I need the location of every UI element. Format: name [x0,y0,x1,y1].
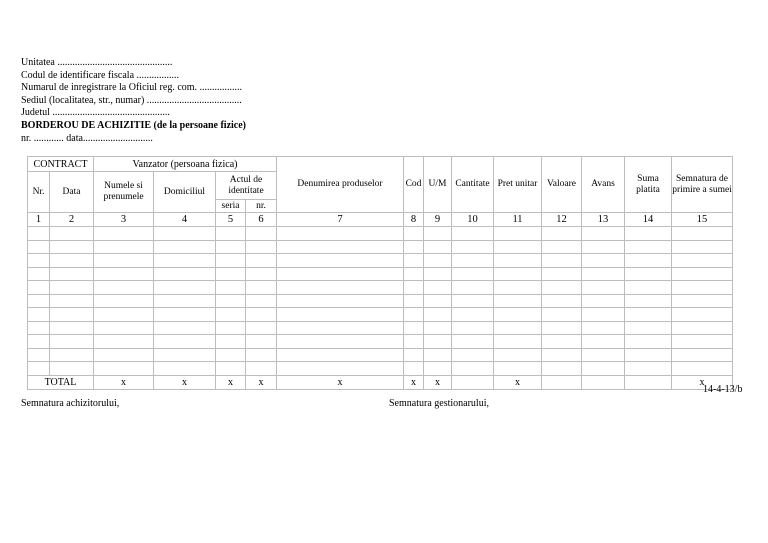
table-cell [216,281,246,295]
table-cell [50,294,94,308]
col-suma: Suma platita [625,157,672,213]
table-cell [246,267,277,281]
document-title: BORDEROU DE ACHIZITIE (de la persoane fizice) [21,119,246,131]
table-cell [28,281,50,295]
column-number: 10 [452,213,494,227]
table-cell [246,321,277,335]
blank-rows [28,227,733,376]
table-cell [277,321,404,335]
table-cell [494,227,542,241]
table-row [28,362,733,376]
total-cell [625,375,672,389]
table-cell [452,348,494,362]
table-cell [582,335,625,349]
table-cell [625,348,672,362]
table-cell [216,227,246,241]
col-semnatura: Semnatura de primire a sumei [672,157,733,213]
table-cell [452,321,494,335]
table-cell [216,294,246,308]
table-cell [94,335,154,349]
table-cell [625,240,672,254]
table-cell [494,240,542,254]
table-cell [94,348,154,362]
table-cell [94,227,154,241]
table-cell [216,267,246,281]
table-cell [94,362,154,376]
table-cell [424,227,452,241]
table-cell [542,348,582,362]
fiscal-code-line: Codul de identificare fiscala ................. [21,69,180,81]
table-cell [154,362,216,376]
table-cell [494,362,542,376]
id-document-header: Actul de identitate [216,172,277,200]
table-cell [424,348,452,362]
total-cell [452,375,494,389]
form-header [21,57,246,145]
col-um: U/M [424,157,452,213]
table-row [28,240,733,254]
table-cell [50,240,94,254]
table-cell [625,308,672,322]
total-cell: x [216,375,246,389]
table-cell [582,267,625,281]
table-cell [94,294,154,308]
table-cell [154,227,216,241]
table-cell [582,294,625,308]
column-number: 11 [494,213,542,227]
address-line: Sediul (localitatea, str., numar) ...................................... [21,94,242,106]
table-cell [424,267,452,281]
total-cell: x [277,375,404,389]
table-cell [542,362,582,376]
col-data: Data [50,172,94,213]
table-cell [216,254,246,268]
table-row [28,227,733,241]
table-cell [582,362,625,376]
table-cell [404,335,424,349]
total-cell: x [672,375,733,389]
table-cell [582,227,625,241]
table-cell [672,227,733,241]
table-cell [154,321,216,335]
number-date-line: nr. ............ data............................ [21,132,153,144]
table-cell [28,240,50,254]
total-cell: x [424,375,452,389]
table-cell [542,308,582,322]
table-cell [625,362,672,376]
table-cell [404,254,424,268]
unitatea-line: Unitatea .............................................. [21,57,173,68]
table-cell [672,240,733,254]
table-cell [216,362,246,376]
table-row [28,254,733,268]
table-cell [246,281,277,295]
buyer-signature-label: Semnatura achizitorului, [21,398,120,409]
col-seria: seria [216,200,246,213]
total-cell: x [94,375,154,389]
table-cell [277,227,404,241]
table-cell [452,240,494,254]
column-number: 4 [154,213,216,227]
table-cell [542,321,582,335]
table-cell [542,281,582,295]
table-cell [672,281,733,295]
table-cell [154,240,216,254]
table-cell [50,321,94,335]
col-nr-act: nr. [246,200,277,213]
table-cell [625,335,672,349]
seller-header: Vanzator (persoana fizica) [94,157,277,172]
table-cell [216,240,246,254]
table-cell [246,335,277,349]
table-cell [494,335,542,349]
table-cell [542,267,582,281]
table-cell [424,362,452,376]
table-row [28,294,733,308]
table-cell [452,254,494,268]
table-cell [94,240,154,254]
table-cell [542,335,582,349]
total-row [28,375,733,389]
table-cell [404,362,424,376]
table-cell [424,294,452,308]
table-cell [216,308,246,322]
column-number: 1 [28,213,50,227]
form-code: 14-4-13/b [703,384,743,395]
table-cell [494,348,542,362]
table-cell [246,240,277,254]
column-number: 9 [424,213,452,227]
table-cell [542,294,582,308]
col-nume: Numele si prenumele [94,172,154,213]
col-pret: Pret unitar [494,157,542,213]
table-cell [494,254,542,268]
table-cell [154,335,216,349]
contract-header: CONTRACT [28,157,94,172]
table-cell [625,294,672,308]
total-cell: x [154,375,216,389]
table-cell [94,308,154,322]
table-cell [404,227,424,241]
table-cell [246,308,277,322]
table-cell [424,335,452,349]
column-number-row [28,213,733,227]
col-cantitate: Cantitate [452,157,494,213]
table-cell [50,348,94,362]
table-row [28,281,733,295]
table-cell [494,267,542,281]
table-cell [154,267,216,281]
table-cell [672,348,733,362]
col-avans: Avans [582,157,625,213]
table-cell [494,281,542,295]
table-cell [452,362,494,376]
table-cell [94,281,154,295]
table-cell [28,267,50,281]
column-number: 3 [94,213,154,227]
table-cell [277,294,404,308]
county-line: Judetul ............................................... [21,107,170,119]
table-row [28,321,733,335]
table-cell [625,281,672,295]
table-cell [404,348,424,362]
table-cell [452,227,494,241]
table-cell [246,294,277,308]
table-cell [246,362,277,376]
table-cell [94,254,154,268]
table-cell [672,321,733,335]
table-cell [672,335,733,349]
table-cell [424,321,452,335]
table-cell [154,348,216,362]
table-cell [216,335,246,349]
table-cell [50,281,94,295]
column-number: 8 [404,213,424,227]
acquisition-table [27,156,733,390]
table-cell [625,254,672,268]
table-cell [154,281,216,295]
total-cell: x [494,375,542,389]
table-cell [50,227,94,241]
table-cell [582,321,625,335]
table-cell [542,227,582,241]
table-cell [672,362,733,376]
column-number: 7 [277,213,404,227]
table-cell [672,308,733,322]
column-number: 2 [50,213,94,227]
table-cell [582,348,625,362]
table-cell [494,308,542,322]
table-cell [154,254,216,268]
total-cell [542,375,582,389]
table-cell [672,254,733,268]
table-cell [277,254,404,268]
col-valoare: Valoare [542,157,582,213]
table-cell [216,321,246,335]
table-cell [672,294,733,308]
table-cell [404,294,424,308]
table-cell [404,267,424,281]
table-cell [246,227,277,241]
table-cell [582,254,625,268]
table-cell [452,267,494,281]
table-cell [28,335,50,349]
column-number: 14 [625,213,672,227]
table-row [28,348,733,362]
table-cell [50,362,94,376]
table-cell [404,321,424,335]
total-cell: x [404,375,424,389]
total-cell [582,375,625,389]
table-cell [625,227,672,241]
table-cell [625,321,672,335]
column-number: 12 [542,213,582,227]
table-cell [277,362,404,376]
table-cell [277,335,404,349]
table-cell [154,294,216,308]
column-number: 13 [582,213,625,227]
table-cell [246,348,277,362]
col-domiciliul: Domiciliul [154,172,216,213]
table-row [28,267,733,281]
total-label: TOTAL [28,375,94,389]
table-cell [94,321,154,335]
total-cell: x [246,375,277,389]
table-cell [50,335,94,349]
table-cell [404,281,424,295]
table-cell [277,240,404,254]
table-cell [28,294,50,308]
column-number: 6 [246,213,277,227]
table-cell [50,267,94,281]
table-cell [452,281,494,295]
table-cell [542,254,582,268]
table-row [28,308,733,322]
table-cell [94,267,154,281]
table-cell [28,227,50,241]
col-denumirea: Denumirea produselor [277,157,404,213]
table-cell [277,281,404,295]
col-cod: Cod [404,157,424,213]
table-cell [424,254,452,268]
table-cell [277,348,404,362]
table-cell [28,321,50,335]
table-cell [494,294,542,308]
table-cell [452,335,494,349]
table-cell [582,308,625,322]
table-cell [28,308,50,322]
table-cell [216,348,246,362]
column-number: 5 [216,213,246,227]
table-cell [582,240,625,254]
table-cell [404,308,424,322]
table-cell [404,240,424,254]
table-cell [50,308,94,322]
table-cell [277,267,404,281]
table-cell [424,281,452,295]
table-cell [542,240,582,254]
table-row [28,335,733,349]
col-nr: Nr. [28,172,50,213]
table-cell [424,240,452,254]
table-cell [452,294,494,308]
table-cell [582,281,625,295]
registry-number-line: Numarul de inregistrare la Oficiul reg. com. ................. [21,82,243,94]
table-cell [424,308,452,322]
manager-signature-label: Semnatura gestionarului, [389,398,489,409]
table-cell [28,348,50,362]
table-cell [452,308,494,322]
column-number: 15 [672,213,733,227]
table-cell [277,308,404,322]
table-cell [494,321,542,335]
table-cell [625,267,672,281]
table-cell [28,362,50,376]
table-cell [28,254,50,268]
table-cell [246,254,277,268]
table-cell [50,254,94,268]
table-cell [672,267,733,281]
table-cell [154,308,216,322]
